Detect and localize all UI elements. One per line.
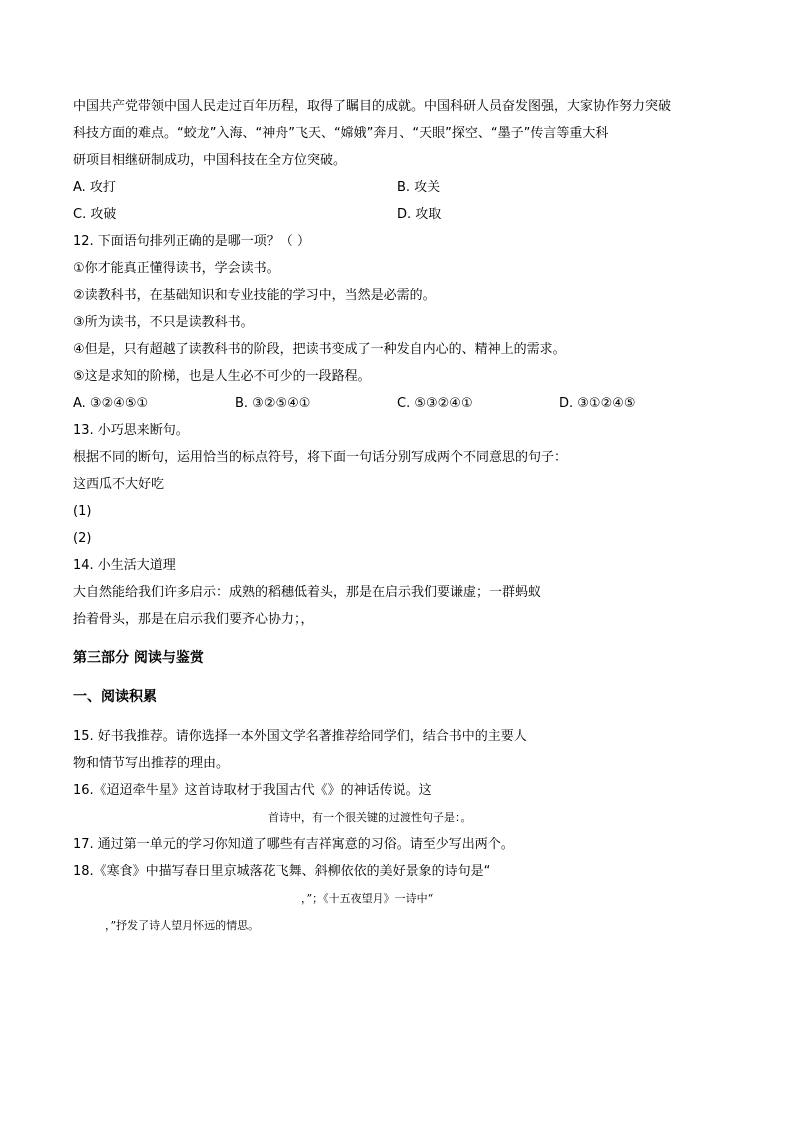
q18-line-3: ，”抒发了诗人望月怀远的情思。	[105, 919, 260, 932]
q11-options-row-2	[73, 201, 733, 228]
q16-line-2: 首诗中，有一个很关键的过渡性句子是：。	[268, 811, 472, 824]
q17: 17. 通过第一单元的学习你知道了哪些有吉祥寓意的习俗。请至少写出两个。	[73, 837, 514, 852]
q13-blank-2: (2)	[73, 531, 92, 546]
q12-option-d: D. ③①②④⑤	[559, 396, 636, 411]
q13-blank-1: (1)	[73, 504, 92, 519]
q12-option-a: A. ③②④⑤①	[73, 396, 149, 411]
q14-line-2: 抬着骨头，那是在启示我们要齐心协力；，	[73, 612, 314, 627]
q18-line-2: ，”；《十五夜望月》一诗中“	[301, 892, 434, 905]
q12-sentence-2: ②读教科书，在基础知识和专业技能的学习中，当然是必需的。	[73, 288, 436, 303]
q12-sentence-1: ①你才能真正懂得读书，学会读书。	[73, 261, 280, 276]
q11-options-row-1	[73, 174, 733, 201]
q11-option-d: D. 攻取	[397, 207, 442, 222]
q12-options-row	[73, 390, 733, 417]
part3-heading: 第三部分 阅读与鉴赏	[73, 650, 204, 666]
q12-stem: 12. 下面语句排列正确的是哪一项？（ ）	[73, 234, 310, 249]
q11-option-a: A. 攻打	[73, 180, 116, 195]
q15-line-2: 物和情节写出推荐的理由。	[73, 756, 230, 771]
subsection-heading: 一、阅读积累	[73, 689, 157, 705]
passage-line-1: 中国共产党带领中国人民走过百年历程，取得了瞩目的成就。中国科研人员奋发图强，大家协作努力突破	[73, 99, 672, 114]
q14-stem: 14. 小生活大道理	[73, 558, 176, 573]
q12-sentence-5: ⑤这是求知的阶梯，也是人生必不可少的一段路程。	[73, 369, 371, 384]
q11-option-b: B. 攻关	[397, 180, 441, 195]
q15-line-1: 15. 好书我推荐。请你选择一本外国文学名著推荐给同学们，结合书中的主要人	[73, 729, 527, 744]
q12-sentence-4: ④但是，只有超越了读教科书的阶段，把读书变成了一种发自内心的、精神上的需求。	[73, 342, 566, 357]
q16-line-1: 16.《迢迢牵牛星》这首诗取材于我国古代《》的神话传说。这	[73, 783, 432, 798]
q13-instruction: 根据不同的断句，运用恰当的标点符号，将下面一句话分别写成两个不同意思的句子：	[73, 450, 568, 465]
passage-line-3: 研项目相继研制成功，中国科技在全方位突破。	[73, 153, 347, 168]
q13-sentence: 这西瓜不大好吃	[73, 477, 165, 492]
q13-stem: 13. 小巧思来断句。	[73, 423, 189, 438]
q14-line-1: 大自然能给我们许多启示：成熟的稻穗低着头，那是在启示我们要谦虚；一群蚂蚁	[73, 585, 542, 600]
q11-option-c: C. 攻破	[73, 207, 117, 222]
q18-line-1: 18.《寒食》中描写春日里京城落花飞舞、斜柳依依的美好景象的诗句是“	[73, 864, 491, 879]
passage-line-2: 科技方面的难点。“蛟龙”入海、“神舟”飞天、“嫦娥”奔月、“天眼”探空、“墨子”传言等重大科	[73, 126, 609, 141]
document-page	[73, 93, 733, 939]
q12-sentence-3: ③所为读书，不只是读教科书。	[73, 315, 254, 330]
q12-option-c: C. ⑤③②④①	[397, 396, 473, 411]
q12-option-b: B. ③②⑤④①	[235, 396, 311, 411]
